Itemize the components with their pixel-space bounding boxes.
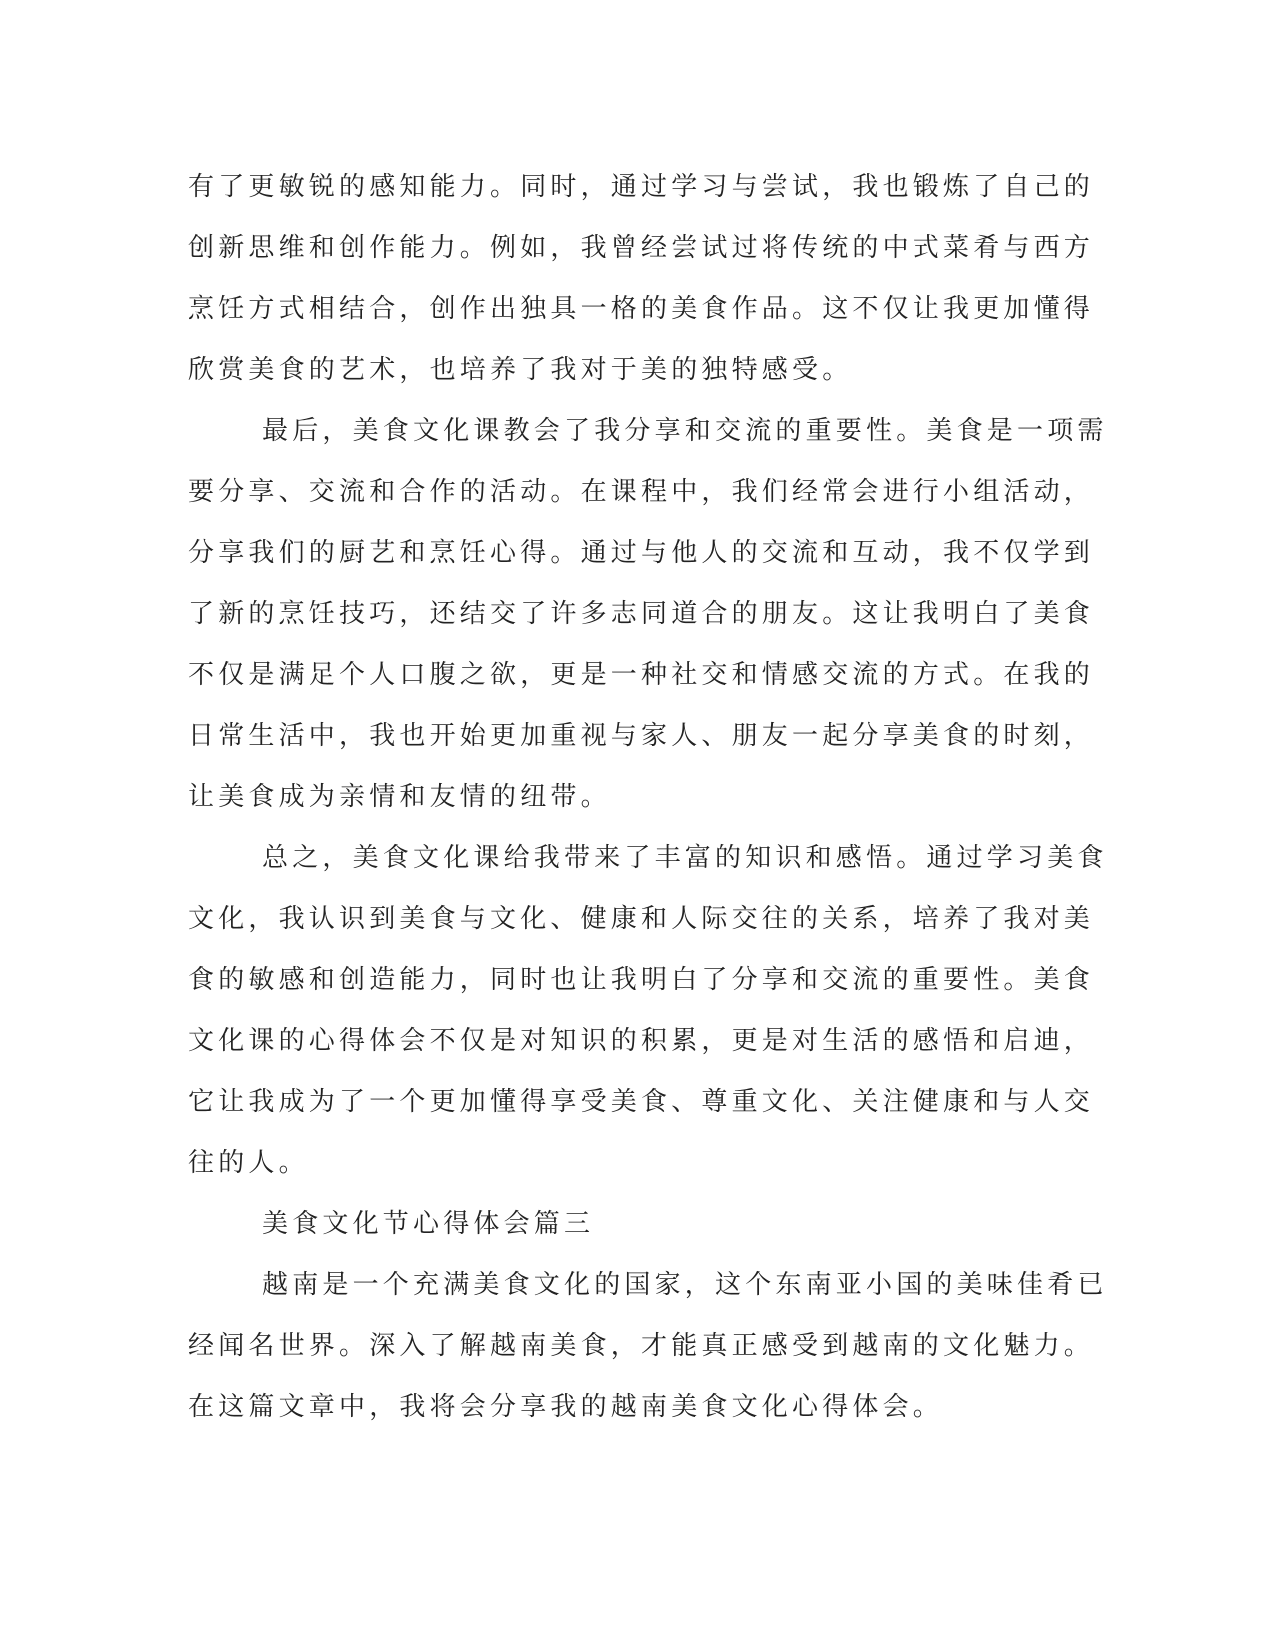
paragraph-vietnam-intro — [188, 1255, 1108, 1438]
paragraph-sharing — [188, 401, 1108, 828]
text-line: 分享我们的厨艺和烹饪心得。通过与他人的交流和互动，我不仅学到 — [188, 538, 1095, 568]
text-line: 文化课的心得体会不仅是对知识的积累，更是对生活的感悟和启迪， — [188, 1026, 1095, 1056]
text-line: 总之，美食文化课给我带来了丰富的知识和感悟。通过学习美食 — [262, 843, 1108, 873]
document-body — [188, 157, 1108, 1438]
text-line: 欣赏美食的艺术，也培养了我对于美的独特感受。 — [188, 355, 853, 385]
paragraph-continuation — [188, 157, 1095, 401]
section-heading — [188, 1194, 1088, 1255]
text-line: 创新思维和创作能力。例如，我曾经尝试过将传统的中式菜肴与西方 — [188, 233, 1095, 263]
section-heading-text: 美食文化节心得体会篇三 — [262, 1209, 595, 1239]
text-line: 文化，我认识到美食与文化、健康和人际交往的关系，培养了我对美 — [188, 904, 1095, 934]
text-line: 有了更敏锐的感知能力。同时，通过学习与尝试，我也锻炼了自己的 — [188, 172, 1095, 202]
text-line: 它让我成为了一个更加懂得享受美食、尊重文化、关注健康和与人交 — [188, 1087, 1095, 1117]
text-line: 在这篇文章中，我将会分享我的越南美食文化心得体会。 — [188, 1392, 944, 1422]
text-line: 不仅是满足个人口腹之欲，更是一种社交和情感交流的方式。在我的 — [188, 660, 1095, 690]
text-line: 食的敏感和创造能力，同时也让我明白了分享和交流的重要性。美食 — [188, 965, 1095, 995]
text-line: 经闻名世界。深入了解越南美食，才能真正感受到越南的文化魅力。 — [188, 1331, 1095, 1361]
text-line: 最后，美食文化课教会了我分享和交流的重要性。美食是一项需 — [262, 416, 1108, 446]
text-line: 要分享、交流和合作的活动。在课程中，我们经常会进行小组活动， — [188, 477, 1095, 507]
text-line: 日常生活中，我也开始更加重视与家人、朋友一起分享美食的时刻， — [188, 721, 1095, 751]
text-line: 让美食成为亲情和友情的纽带。 — [188, 782, 611, 812]
text-line: 越南是一个充满美食文化的国家，这个东南亚小国的美味佳肴已 — [262, 1270, 1108, 1300]
paragraph-conclusion — [188, 828, 1108, 1194]
text-line: 了新的烹饪技巧，还结交了许多志同道合的朋友。这让我明白了美食 — [188, 599, 1095, 629]
text-line: 烹饪方式相结合，创作出独具一格的美食作品。这不仅让我更加懂得 — [188, 294, 1095, 324]
text-line: 往的人。 — [188, 1148, 309, 1178]
